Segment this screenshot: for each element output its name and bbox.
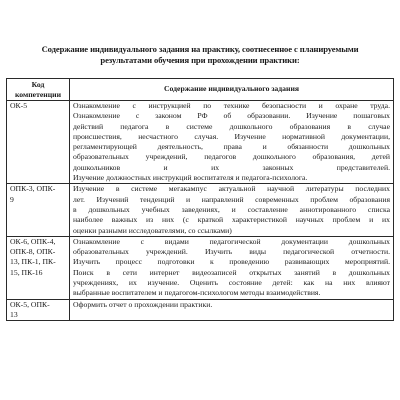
competency-code-line: ОПК-3, ОПК- bbox=[10, 184, 56, 194]
competency-code-line: ОПК-8, ОПК- bbox=[10, 247, 56, 257]
competency-code-line: 15, ПК-16 bbox=[10, 267, 43, 277]
task-content-line: дошкольников и их законных представителей. bbox=[73, 162, 390, 172]
column-header-code bbox=[7, 79, 70, 101]
competency-code-cell bbox=[7, 299, 70, 321]
task-content-line: действий педагога в системе дошкольного образования в случае bbox=[73, 121, 390, 131]
task-content-line: Ознакомление с инструкцией по технике безопасности и охране труда. bbox=[73, 101, 390, 110]
task-content-line: выбранные воспитателем и педагогом-психологом методы взаимодействия. bbox=[73, 288, 321, 298]
table-row bbox=[7, 236, 394, 299]
task-content-cell bbox=[70, 236, 394, 299]
heading-line-2: результатами обучения при прохождении практики: bbox=[100, 55, 300, 65]
task-content-line: Ознакомление с видами педагогической документации дошкольных bbox=[73, 236, 390, 246]
task-content-line: Изучение в системе мегакампус актуальной научной литературы последних bbox=[73, 184, 390, 194]
competency-code-cell bbox=[7, 236, 70, 299]
task-content-line: происшествия, несчастного случая. Изучение нормативной документации, bbox=[73, 131, 390, 141]
table-row bbox=[7, 101, 394, 184]
task-content-line: Оформить отчет о прохождении практики. bbox=[73, 299, 213, 309]
task-content-cell bbox=[70, 299, 394, 321]
heading-line-1: Содержание индивидуального задания на практику, соотнесенное с планируемыми bbox=[41, 44, 359, 54]
task-content-line: наиболее важных из них (с краткой характеристикой научных проблем и их bbox=[73, 215, 390, 225]
task-content-line: образовательных учреждений. Изучить виды педагогической отчетности. bbox=[73, 247, 390, 257]
table-row bbox=[7, 184, 394, 236]
task-content-line: регламентирующей деятельность, права и обязанности дошкольных bbox=[73, 142, 390, 152]
task-content-cell bbox=[70, 101, 394, 184]
section-heading bbox=[14, 44, 386, 66]
task-content-line: Изучить процесс подготовки к проведению развивающих мероприятий. bbox=[73, 257, 390, 267]
competency-code-cell bbox=[7, 184, 70, 236]
competency-code-line: ОК-5 bbox=[10, 101, 28, 110]
task-content-cell bbox=[70, 184, 394, 236]
task-content-line: образовательных учреждений, педагогов дошкольного образования, детей bbox=[73, 152, 390, 162]
competency-code-line: ОК-5, ОПК- bbox=[10, 299, 50, 309]
competency-code-line: 9 bbox=[10, 194, 14, 204]
table-body bbox=[7, 101, 394, 321]
table-row bbox=[7, 299, 394, 321]
column-header-code-line-1: Код bbox=[31, 80, 45, 89]
table-header-row bbox=[7, 79, 394, 101]
task-content-line: Поиск в сети интернет видеозаписей открытых занятий в дошкольных bbox=[73, 267, 390, 277]
task-content-line: учреждениях, их изучение. Оценить состояние детей: как на них влияют bbox=[73, 278, 390, 288]
competency-code-line: 13 bbox=[10, 309, 18, 319]
task-content-line: лет. Изучений тенденций и направлений современных проблем образования bbox=[73, 194, 390, 204]
competency-code-line: 13, ПК-1, ПК- bbox=[10, 257, 56, 267]
task-content-line: Изучение должностных инструкций воспитателя и педагога-психолога. bbox=[73, 173, 308, 183]
task-content-line: Ознакомление с законом РФ об образовании. Изучение пошаговых bbox=[73, 111, 390, 121]
competency-code-line: ОК-6, ОПК-4, bbox=[10, 236, 56, 246]
task-content-line: оценки разными исследователями, со ссылками) bbox=[73, 225, 232, 235]
column-header-code-line-2: компетенции bbox=[14, 89, 61, 99]
column-header-content: Содержание индивидуального задания bbox=[70, 79, 394, 101]
competency-table bbox=[6, 78, 394, 321]
competency-code-cell bbox=[7, 101, 70, 184]
task-content-line: в дошкольных учебных заведениях, и составление аннотированного списка bbox=[73, 204, 390, 214]
